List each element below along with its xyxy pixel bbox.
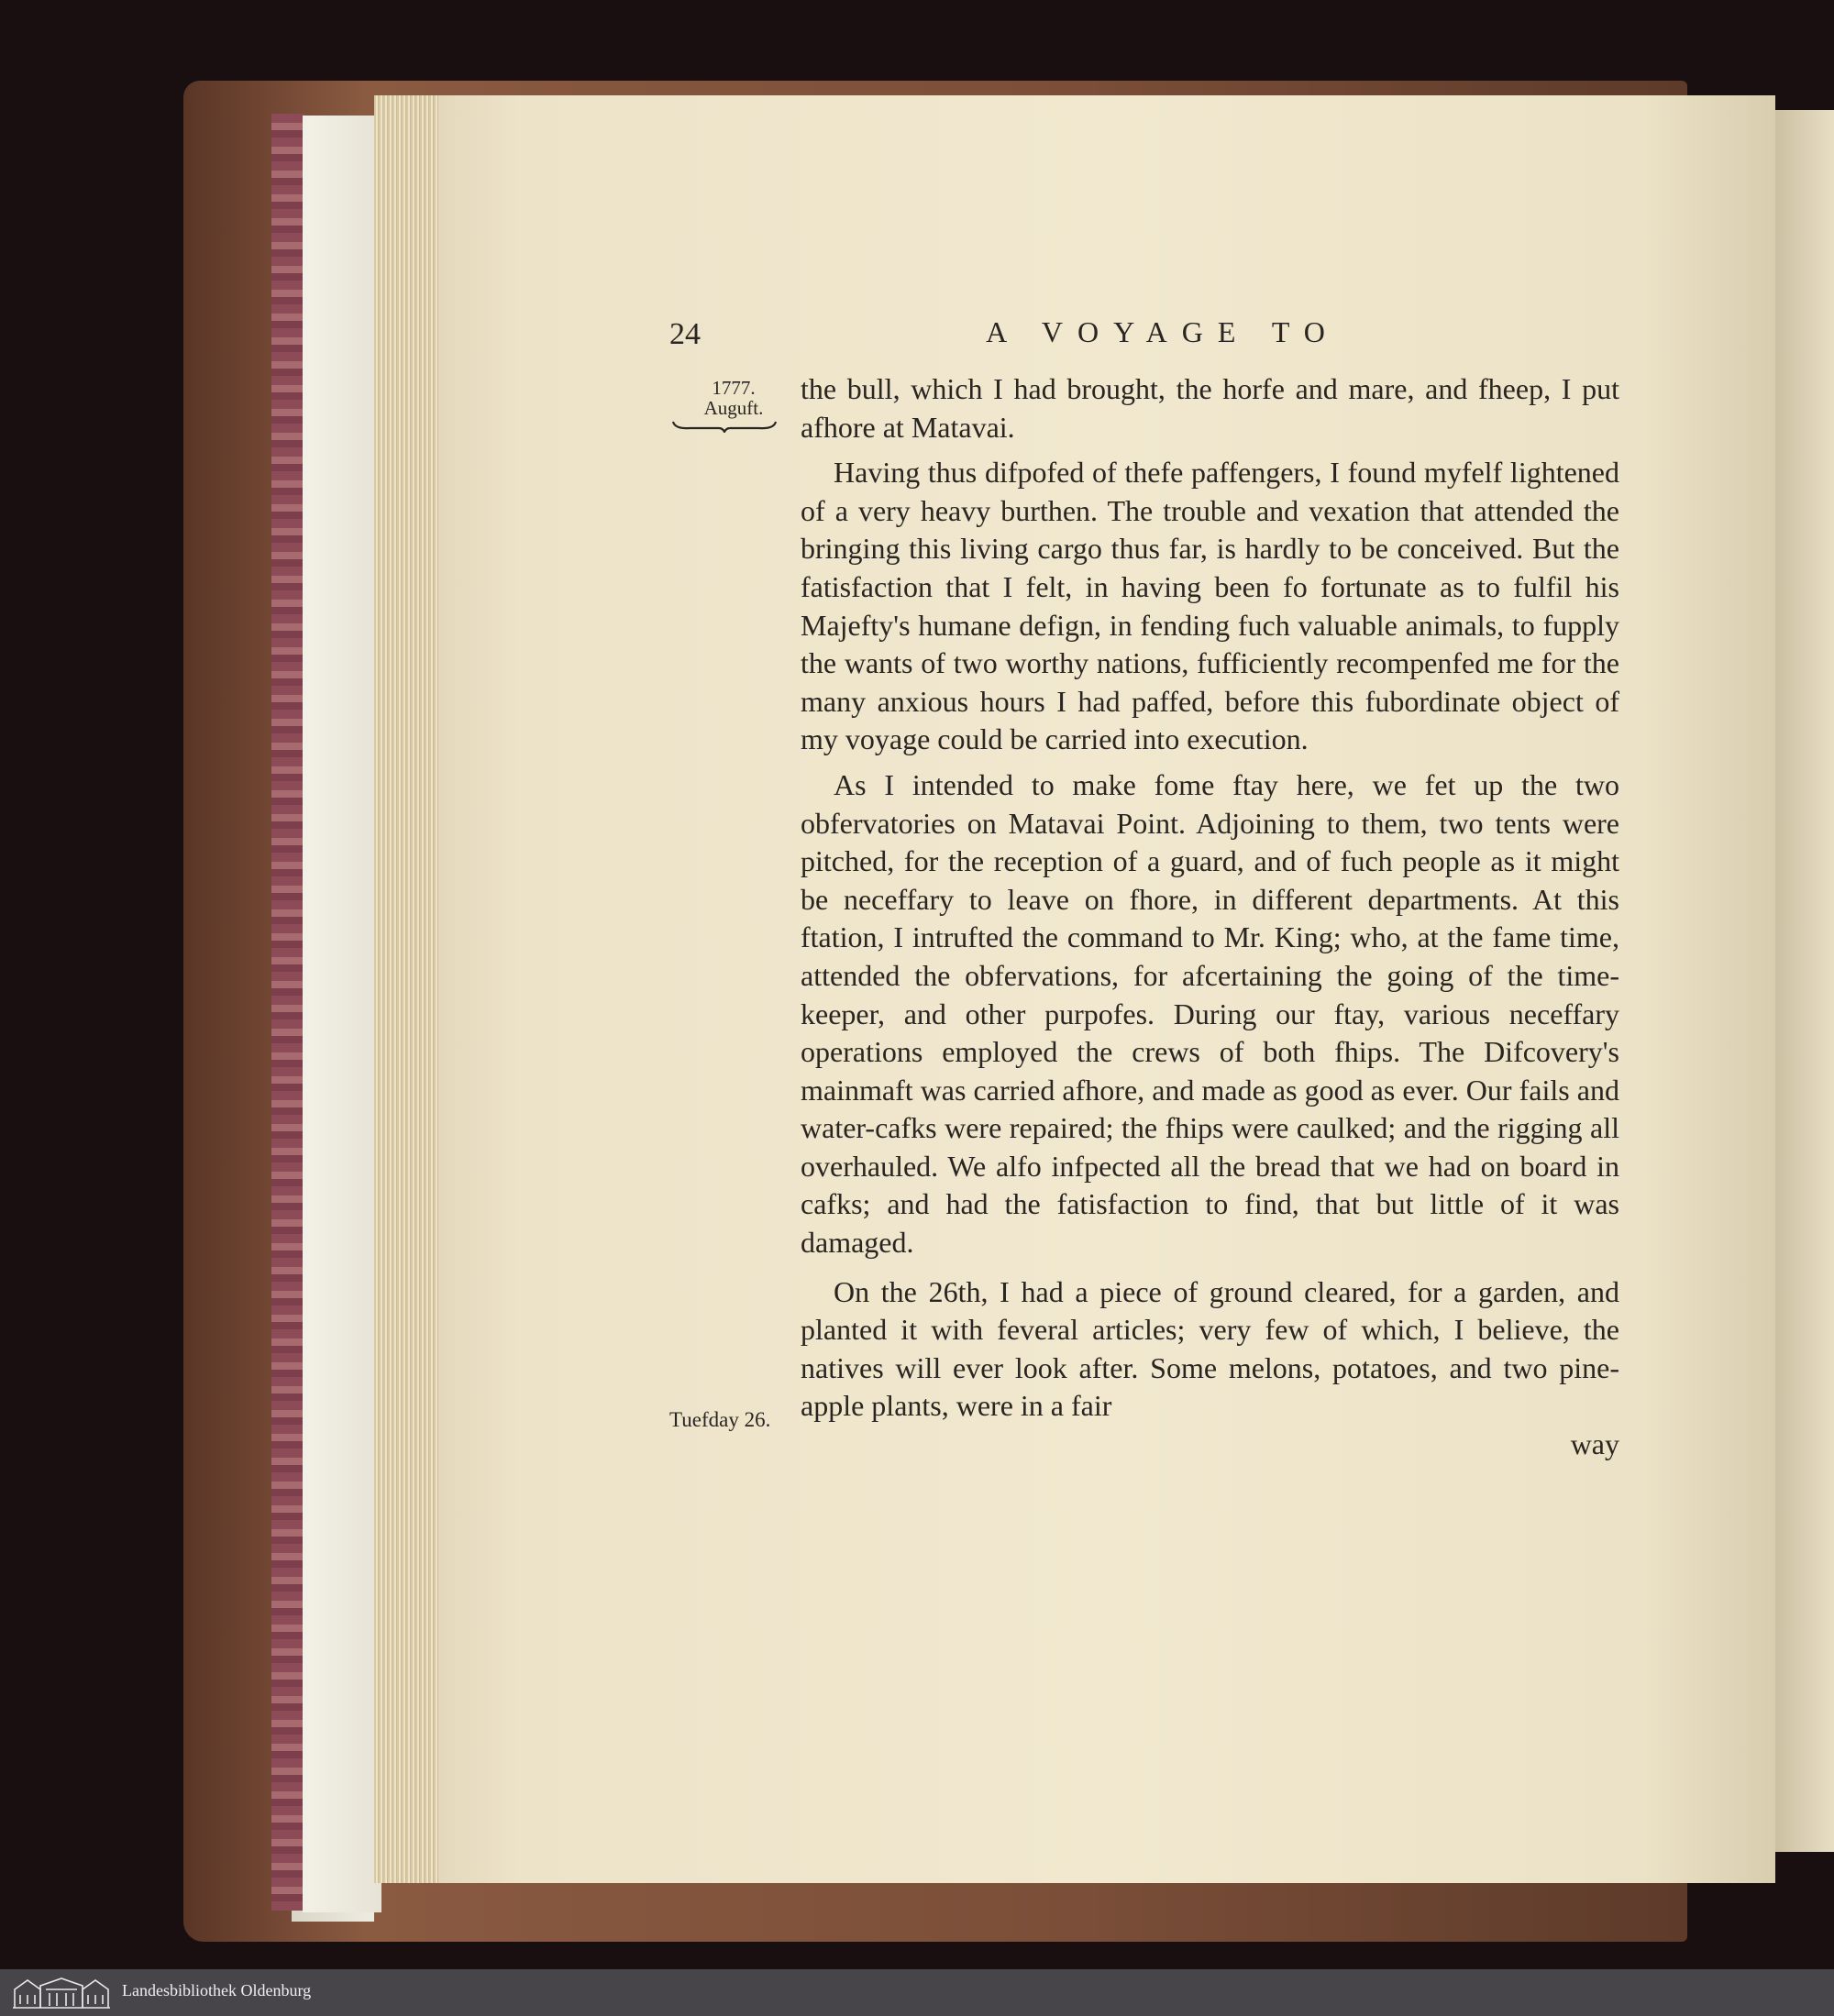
margin-month: Auguft. [703, 397, 764, 419]
page-header [669, 317, 1619, 358]
margin-date-note [679, 378, 789, 433]
facing-page-edge [1770, 110, 1834, 1852]
page-number: 24 [669, 317, 701, 351]
brace-ornament [671, 420, 778, 433]
margin-year: 1777. [712, 377, 756, 399]
catchword: way [1570, 1427, 1619, 1461]
library-building-icon [11, 1977, 112, 2010]
endpaper [303, 116, 381, 1912]
marbled-edge [271, 114, 304, 1911]
margin-day-note: Tuefday 26. [669, 1408, 771, 1431]
page-stack-edge [374, 95, 442, 1883]
paragraph-4: On the 26th, I had a piece of ground cleared, for a garden, and planted it with feveral articles; very few of which, I believe, the natives will ever look after. Some melons, potatoes, and two pine-apple plants, were in a fair [801, 1274, 1619, 1423]
body-text [801, 370, 1619, 1464]
library-name: Landesbibliothek Oldenburg [122, 1981, 312, 1999]
running-head: A VOYAGE TO [986, 315, 1340, 348]
paragraph-1: the bull, which I had brought, the horfe and mare, and fheep, I put afhore at Matavai. [801, 372, 1619, 444]
paragraph-2: Having thus difpofed of thefe paffengers, I found myfelf lightened of a very heavy burthen. The trouble and vexation that attended the bringing this living cargo thus far, is hardly to be conceived. But the fatisfaction that I felt, in having been fo fortunate as to fulfil his Majefty's humane defign, in fending fuch valuable animals, to fupply the wants of two worthy nations, fufficiently recompenfed me for the many anxious hours I had paffed, before this fubordinate object of my voyage could be carried into execution. [801, 456, 1619, 756]
footer-bar [0, 1969, 1834, 2016]
paragraph-3: As I intended to make fome ftay here, we fet up the two obfervatories on Matavai Point. Adjoining to them, two tents were pitched, for the reception of a guard, and of fuch people as it might be neceffary to leave on fhore, in different departments. At this ftation, I intrufted the command to Mr. King; who, at the fame time, attended the obfervations, for afcertaining the going of the time-keeper, and other purpofes. During our ftay, various neceffary operations employed the crews of both fhips. The Difcovery's mainmaft was carried afhore, and made as good as ever. Our fails and water-cafks were repaired; the fhips were caulked; and the rigging all overhauled. We alfo infpected all the bread that we had on board in cafks; and had the fatisfaction to find, that but little of it was damaged. [801, 767, 1619, 1260]
